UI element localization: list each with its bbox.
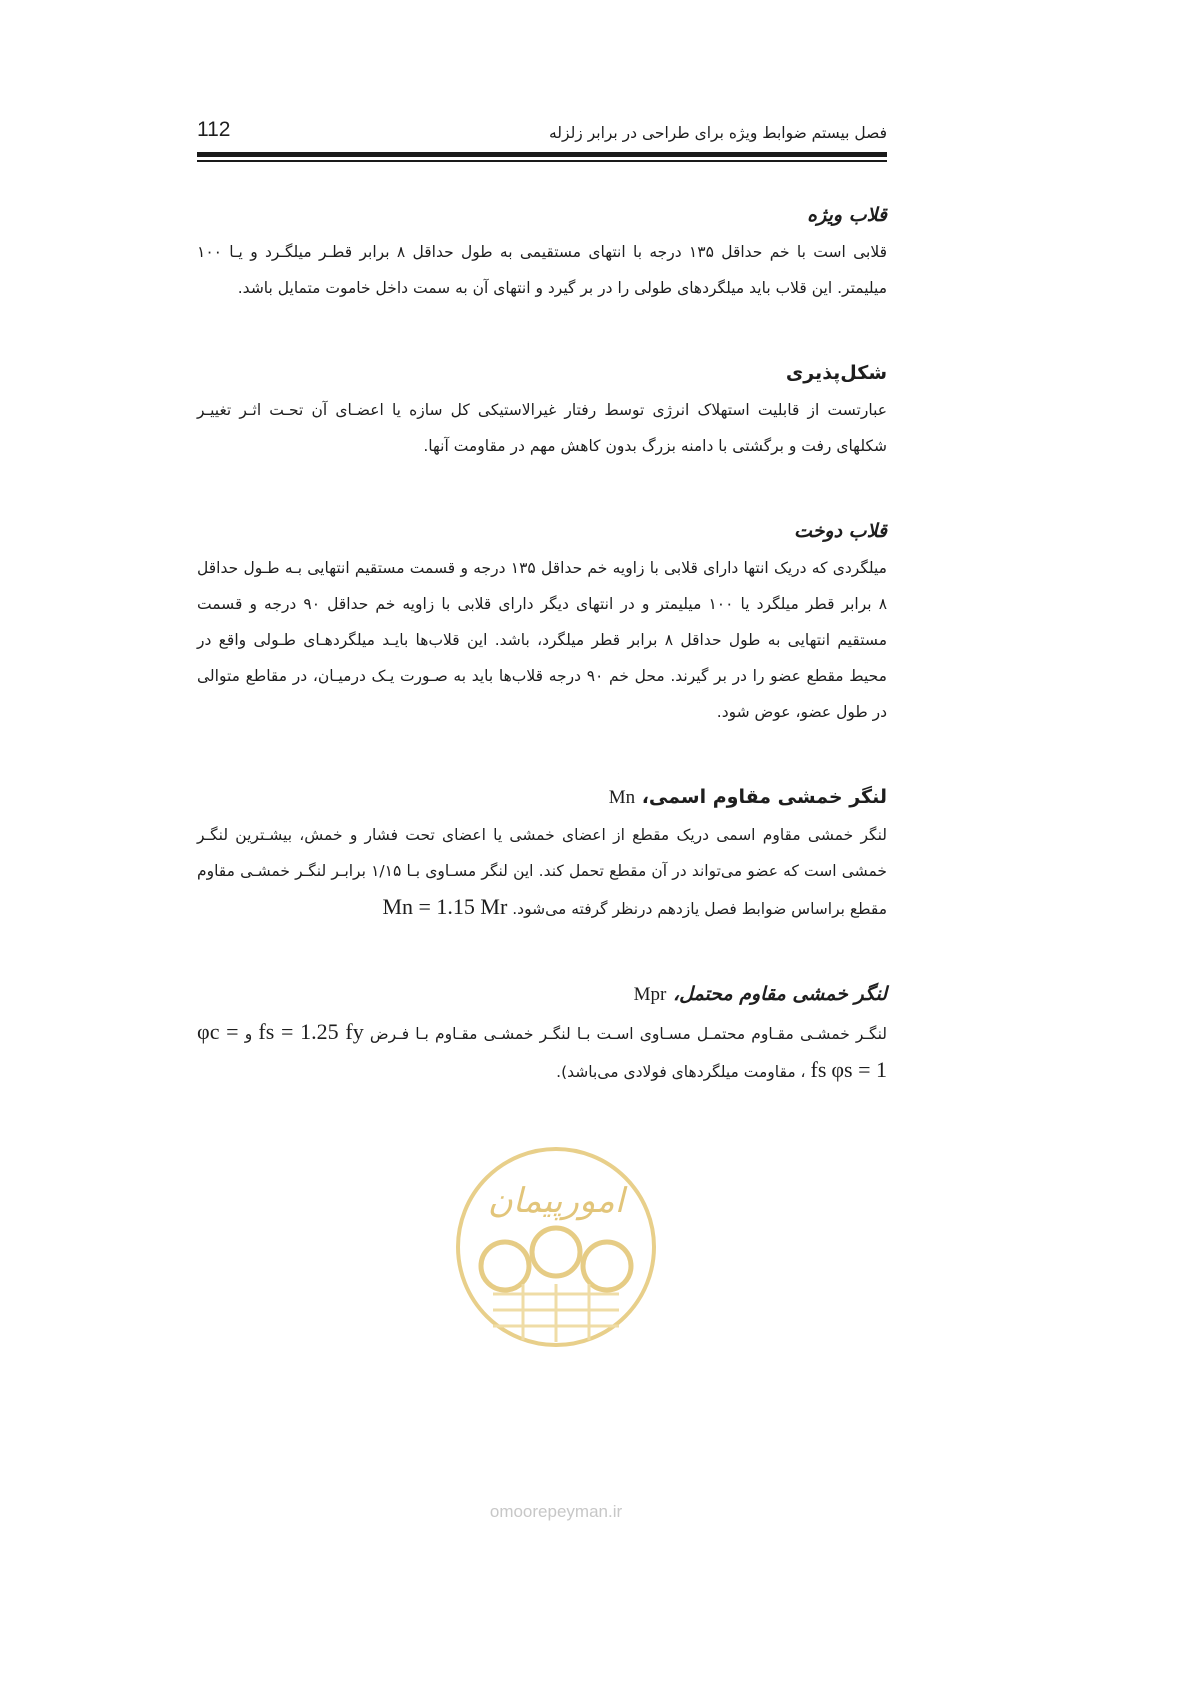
heading-text: لنگر خمشی مقاوم اسمی، bbox=[641, 786, 887, 808]
watermark-logo-text: امورپیمان bbox=[487, 1181, 625, 1221]
text-fragment: ، مقاومت میلگردهای فولادی می‌باشد). bbox=[556, 1063, 806, 1081]
section-heading: شکل‌پذیری bbox=[785, 362, 887, 384]
section-nominal-moment bbox=[197, 782, 887, 927]
section-heading bbox=[197, 782, 887, 813]
header-rule-thick bbox=[197, 152, 887, 157]
equation: fs bbox=[810, 1057, 827, 1082]
heading-symbol: Mpr bbox=[633, 984, 667, 1005]
text-line: عبارتست از قابلیت استهلاک انرژی توسط رفتار غیرالاستیکی کل سازه یا اعضـای آن تحـت اثـر تغییـر bbox=[197, 401, 887, 419]
text-line: میلیمتر. این قلاب باید میلگردهای طولی را در بر گیرد و انتهای آن به سمت داخل خاموت متمایل باشد. bbox=[237, 279, 887, 297]
section-heading: قلاب دوخت bbox=[794, 520, 887, 542]
section-ductility bbox=[197, 358, 887, 464]
paragraph bbox=[197, 392, 887, 464]
text-line: میلگردی که دریک انتها دارای قلابی با زاویه خم حداقل ۱۳۵ درجه و قسمت مستقیم انتهایی بـه طـول bbox=[243, 559, 887, 577]
paragraph bbox=[197, 234, 887, 306]
page-number: 112 bbox=[197, 118, 231, 141]
page-content bbox=[197, 200, 887, 1142]
text-line: مقاوم مقطع براساس ضوابط فصل یازدهم درنظر گرفته می‌شود. bbox=[197, 862, 887, 918]
text-line: لنگـر خمشـی مقـاوم محتمـل مسـاوی اسـت بـا لنگـر خمشـی مقـاوم بـا فـرض bbox=[369, 1025, 887, 1043]
section-probable-moment bbox=[197, 979, 887, 1090]
heading-symbol: Mn bbox=[608, 787, 636, 808]
watermark-url: omoorepeyman.ir bbox=[489, 1502, 623, 1521]
paragraph bbox=[197, 817, 887, 927]
equation: φc = φs = 1 bbox=[197, 1019, 887, 1082]
section-special-hook bbox=[197, 200, 887, 306]
text-line: خمشی است که عضو می‌تواند در آن مقطع تحمل کند. این لنگر مسـاوی بـا ۱/۱۵ برابـر لنگـر خمشـی bbox=[240, 862, 887, 880]
section-crosstie bbox=[197, 516, 887, 730]
section-heading bbox=[197, 979, 887, 1010]
text-line: مقاطع متوالی در طول عضو، عوض شود. bbox=[197, 667, 887, 721]
paragraph bbox=[197, 1014, 887, 1090]
text-line: واقع در محیط مقطع عضو را در بر گیرند. محل خم ۹۰ درجه قلاب‌ها باید به صـورت یـک درمیـان، در bbox=[197, 631, 887, 685]
header-rule-thin bbox=[197, 160, 887, 162]
text-line: حداقل ۸ برابر قطر میلگرد یا ۱۰۰ میلیمتر و در انتهای دیگر دارای قلابی با زاویه خم حداقل ۹۰ درجه و bbox=[197, 559, 888, 613]
watermark-logo bbox=[453, 1144, 659, 1350]
text-line: شکلهای رفت و برگشتی با دامنه بزرگ بدون کاهش مهم در مقاومت آنها. bbox=[423, 437, 887, 455]
paragraph bbox=[197, 550, 887, 730]
equation: fs = 1.25 fy bbox=[258, 1019, 364, 1044]
text-line: قسمت مستقیم انتهایی به طول حداقل ۸ برابر قطر میلگرد، باشد. این قلاب‌ها بایـد میلگردهـای طـولی bbox=[197, 595, 888, 649]
text-line: قلابی است با خم حداقل ۱۳۵ درجه با انتهای مستقیمی به طول حداقل ۸ برابر قطـر میلگـرد و یـا ۱۰۰ bbox=[197, 243, 887, 261]
running-title: فصل بیستم ضوابط ویژه برای طراحی در برابر زلزله bbox=[548, 124, 887, 142]
heading-text: لنگر خمشی مقاوم محتمل، bbox=[672, 983, 887, 1005]
section-heading: قلاب ویژه bbox=[807, 204, 887, 226]
text-fragment: و bbox=[244, 1025, 253, 1043]
text-line: لنگر خمشی مقاوم اسمی دریک مقطع از اعضای خمشی یا اعضای تحت فشار و خمش، بیشـترین لنگـر bbox=[197, 826, 887, 844]
equation: Mn = 1.15 Mr bbox=[382, 894, 508, 919]
page-header bbox=[197, 112, 887, 164]
